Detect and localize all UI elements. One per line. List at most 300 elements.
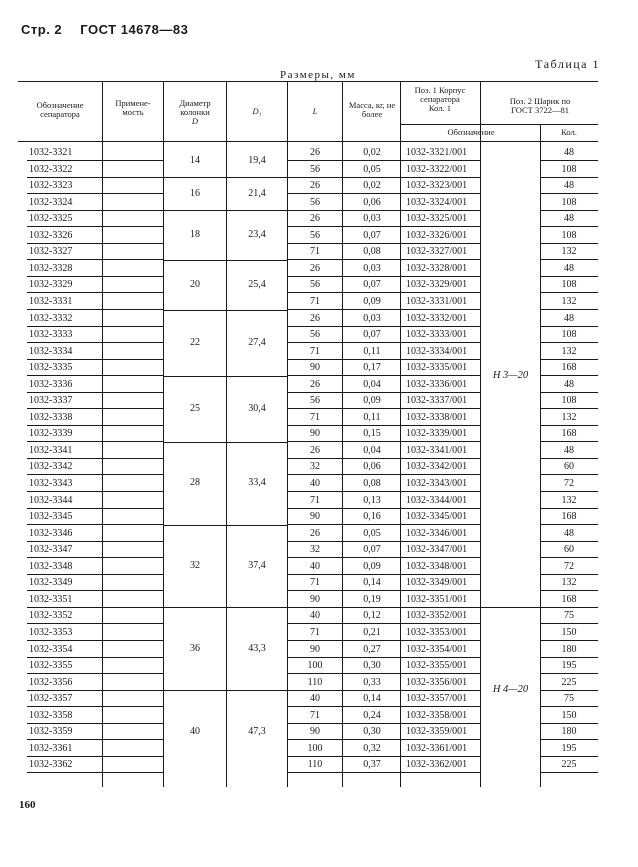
- row-rule: [401, 193, 480, 194]
- ball-quantity: 60: [564, 461, 574, 473]
- row-rule: [288, 292, 342, 293]
- row-rule: [343, 425, 400, 426]
- ball-quantity: 132: [561, 494, 577, 506]
- column-diameter: 28: [190, 477, 200, 489]
- body-designation: 1032-3344/001: [406, 494, 468, 506]
- column-diameter: 18: [190, 229, 200, 241]
- mass-value: 0,02: [363, 147, 381, 158]
- ball-quantity: 150: [561, 626, 577, 638]
- mass-value: 0,02: [363, 180, 381, 192]
- row-rule: [541, 408, 598, 409]
- row-rule: [343, 623, 400, 624]
- length-value: 32: [310, 461, 320, 473]
- separator-designation: 1032-3324: [29, 196, 73, 208]
- length-value: 56: [310, 279, 320, 291]
- row-rule: [401, 408, 480, 409]
- row-rule: [343, 607, 400, 608]
- length-value: 71: [310, 345, 320, 357]
- ball-quantity: 132: [561, 345, 577, 357]
- row-rule: [541, 541, 598, 542]
- column-diameter: 20: [190, 278, 200, 290]
- row-rule: [288, 160, 342, 161]
- row-rule: [103, 375, 163, 376]
- row-rule: [27, 756, 103, 757]
- row-rule: [401, 541, 480, 542]
- separator-designation: 1032-3351: [29, 593, 73, 605]
- row-rule: [288, 226, 342, 227]
- sizes-label: Размеры, мм: [280, 69, 356, 81]
- row-rule: [401, 772, 480, 773]
- row-rule: [288, 326, 342, 327]
- row-rule: [401, 425, 480, 426]
- ball-quantity: 150: [561, 709, 577, 721]
- group-rule: [164, 210, 287, 211]
- mass-value: 0,19: [363, 593, 381, 605]
- row-rule: [288, 772, 342, 773]
- separator-designation: 1032-3342: [29, 461, 73, 473]
- mass-value: 0,05: [363, 527, 381, 539]
- body-designation: 1032-3354/001: [406, 643, 468, 655]
- row-rule: [103, 657, 163, 658]
- mass-value: 0,30: [363, 726, 381, 738]
- row-rule: [288, 474, 342, 475]
- col-header-d1: [230, 107, 284, 116]
- body-designation: 1032-3327/001: [406, 246, 468, 258]
- row-rule: [401, 177, 480, 178]
- col-divider: [342, 81, 343, 787]
- table-top-rule: [18, 81, 598, 82]
- ball-quantity: 132: [561, 246, 577, 258]
- ball-quantity: 132: [561, 295, 577, 307]
- row-rule: [103, 491, 163, 492]
- row-rule: [27, 657, 103, 658]
- separator-designation: 1032-3339: [29, 428, 73, 440]
- row-rule: [103, 276, 163, 277]
- separator-designation: 1032-3326: [29, 229, 73, 241]
- row-rule: [103, 607, 163, 608]
- header-bottom-rule: [18, 141, 598, 142]
- body-designation: 1032-3353/001: [406, 626, 468, 638]
- gost-number: ГОСТ 14678—83: [80, 22, 189, 37]
- separator-designation: 1032-3333: [29, 329, 73, 341]
- mass-value: 0,24: [363, 709, 381, 721]
- length-value: 26: [310, 147, 320, 158]
- separator-designation: 1032-3354: [29, 643, 73, 655]
- row-rule: [343, 541, 400, 542]
- mass-value: 0,27: [363, 643, 381, 655]
- length-value: 90: [310, 643, 320, 655]
- group-rule: [164, 310, 287, 311]
- mass-value: 0,03: [363, 312, 381, 324]
- separator-designation: 1032-3321: [29, 147, 73, 158]
- row-rule: [541, 375, 598, 376]
- row-rule: [541, 359, 598, 360]
- separator-designation: 1032-3355: [29, 660, 73, 672]
- row-rule: [288, 673, 342, 674]
- ball-quantity: 195: [561, 660, 577, 672]
- body-designation: 1032-3326/001: [406, 229, 468, 241]
- row-rule: [541, 259, 598, 260]
- length-value: 71: [310, 411, 320, 423]
- separator-designation: 1032-3357: [29, 693, 73, 705]
- mass-value: 0,07: [363, 279, 381, 291]
- d1-diameter: 19,4: [248, 154, 266, 166]
- row-rule: [541, 607, 598, 608]
- row-rule: [103, 458, 163, 459]
- row-rule: [103, 342, 163, 343]
- mass-value: 0,04: [363, 378, 381, 390]
- row-rule: [103, 309, 163, 310]
- row-rule: [401, 739, 480, 740]
- row-rule: [541, 160, 598, 161]
- mass-value: 0,12: [363, 610, 381, 622]
- row-rule: [401, 574, 480, 575]
- row-rule: [343, 458, 400, 459]
- ball-quantity: 72: [564, 560, 574, 572]
- group-rule: [164, 177, 287, 178]
- mass-value: 0,16: [363, 511, 381, 523]
- l-symbol: L: [312, 106, 318, 116]
- row-rule: [288, 441, 342, 442]
- row-rule: [541, 706, 598, 707]
- row-rule: [103, 193, 163, 194]
- row-rule: [103, 723, 163, 724]
- row-rule: [343, 309, 400, 310]
- mass-value: 0,03: [363, 262, 381, 274]
- row-rule: [288, 623, 342, 624]
- ball-designation: Н 4—20: [492, 684, 529, 696]
- separator-designation: 1032-3335: [29, 362, 73, 374]
- body-designation: 1032-3321/001: [406, 147, 468, 158]
- row-rule: [103, 508, 163, 509]
- ball-quantity: 75: [564, 693, 574, 705]
- body-designation: 1032-3322/001: [406, 163, 468, 175]
- mass-value: 0,09: [363, 395, 381, 407]
- row-rule: [343, 326, 400, 327]
- d1-diameter: 47,3: [248, 725, 266, 737]
- row-rule: [541, 690, 598, 691]
- row-rule: [541, 756, 598, 757]
- row-rule: [343, 640, 400, 641]
- separator-designation: 1032-3338: [29, 411, 73, 423]
- ball-quantity: 225: [561, 759, 577, 771]
- row-rule: [288, 259, 342, 260]
- length-value: 90: [310, 511, 320, 523]
- ball-quantity: 48: [564, 147, 574, 158]
- length-value: 56: [310, 229, 320, 241]
- ball-quantity: 225: [561, 676, 577, 688]
- length-value: 71: [310, 246, 320, 258]
- row-rule: [343, 756, 400, 757]
- row-rule: [288, 723, 342, 724]
- row-rule: [288, 276, 342, 277]
- mass-value: 0,08: [363, 478, 381, 489]
- ball-quantity: 168: [561, 362, 577, 374]
- separator-designation: 1032-3361: [29, 742, 73, 754]
- d1-diameter: 43,3: [248, 642, 266, 654]
- row-rule: [103, 623, 163, 624]
- row-rule: [288, 508, 342, 509]
- row-rule: [401, 607, 480, 608]
- length-value: 26: [310, 262, 320, 274]
- length-value: 110: [307, 676, 323, 688]
- row-rule: [541, 557, 598, 558]
- row-rule: [27, 309, 103, 310]
- group-rule: [164, 607, 287, 608]
- row-rule: [541, 590, 598, 591]
- length-value: 26: [310, 180, 320, 192]
- row-rule: [343, 474, 400, 475]
- row-rule: [103, 690, 163, 691]
- row-rule: [401, 706, 480, 707]
- row-rule: [27, 243, 103, 244]
- ball-quantity: 180: [561, 726, 577, 738]
- row-rule: [27, 441, 103, 442]
- row-rule: [288, 193, 342, 194]
- row-rule: [288, 557, 342, 558]
- length-value: 71: [310, 295, 320, 307]
- subheader-rule: [400, 124, 598, 125]
- row-rule: [343, 590, 400, 591]
- mass-value: 0,07: [363, 229, 381, 241]
- row-rule: [288, 739, 342, 740]
- col-divider: [287, 81, 288, 787]
- body-designation: 1032-3323/001: [406, 180, 468, 192]
- row-rule: [541, 673, 598, 674]
- body-designation: 1032-3338/001: [406, 411, 468, 423]
- separator-designation: 1032-3341: [29, 444, 73, 456]
- row-rule: [288, 309, 342, 310]
- separator-designation: 1032-3336: [29, 378, 73, 390]
- length-value: 71: [310, 626, 320, 638]
- body-designation: 1032-3352/001: [406, 610, 468, 622]
- d1-symbol: D₁: [252, 106, 262, 116]
- row-rule: [27, 623, 103, 624]
- row-rule: [288, 574, 342, 575]
- row-rule: [288, 392, 342, 393]
- length-value: 90: [310, 726, 320, 738]
- body-designation: 1032-3345/001: [406, 511, 468, 523]
- ball-quantity: 108: [561, 329, 577, 341]
- row-rule: [401, 590, 480, 591]
- row-rule: [343, 243, 400, 244]
- row-rule: [401, 243, 480, 244]
- mass-value: 0,11: [363, 411, 381, 423]
- row-rule: [541, 276, 598, 277]
- row-rule: [401, 342, 480, 343]
- mass-value: 0,09: [363, 295, 381, 307]
- row-rule: [27, 772, 103, 773]
- group-rule: [164, 376, 287, 377]
- row-rule: [541, 226, 598, 227]
- row-rule: [27, 458, 103, 459]
- row-rule: [27, 259, 103, 260]
- col-header-diameter: [168, 99, 222, 126]
- length-value: 26: [310, 444, 320, 456]
- mass-value: 0,37: [363, 759, 381, 771]
- row-rule: [103, 590, 163, 591]
- row-rule: [288, 425, 342, 426]
- page-header: [21, 22, 188, 37]
- row-rule: [401, 226, 480, 227]
- length-value: 40: [310, 610, 320, 622]
- row-rule: [27, 359, 103, 360]
- row-rule: [27, 160, 103, 161]
- ball-quantity: 72: [564, 478, 574, 489]
- d1-diameter: 27,4: [248, 336, 266, 348]
- d1-diameter: 37,4: [248, 560, 266, 572]
- ball-quantity: 168: [561, 428, 577, 440]
- row-rule: [401, 524, 480, 525]
- body-designation: 1032-3333/001: [406, 329, 468, 341]
- row-rule: [343, 574, 400, 575]
- body-designation: 1032-3324/001: [406, 196, 468, 208]
- separator-designation: 1032-3352: [29, 610, 73, 622]
- col-header-sub-qty: Кол.: [561, 127, 577, 137]
- group-rule: [164, 442, 287, 443]
- length-value: 40: [310, 693, 320, 705]
- row-rule: [103, 772, 163, 773]
- row-rule: [541, 723, 598, 724]
- length-value: 90: [310, 362, 320, 374]
- row-rule: [103, 292, 163, 293]
- col-header-l: [290, 107, 340, 116]
- column-diameter: 40: [190, 725, 200, 737]
- row-rule: [288, 375, 342, 376]
- row-rule: [401, 640, 480, 641]
- row-rule: [401, 292, 480, 293]
- row-rule: [103, 243, 163, 244]
- length-value: 56: [310, 196, 320, 208]
- row-rule: [288, 657, 342, 658]
- row-rule: [27, 640, 103, 641]
- row-rule: [27, 342, 103, 343]
- mass-value: 0,06: [363, 196, 381, 208]
- row-rule: [288, 243, 342, 244]
- ball-quantity: 108: [561, 279, 577, 291]
- row-rule: [401, 441, 480, 442]
- body-designation: 1032-3356/001: [406, 676, 468, 688]
- body-designation: 1032-3335/001: [406, 362, 468, 374]
- row-rule: [27, 690, 103, 691]
- row-rule: [541, 739, 598, 740]
- row-rule: [288, 177, 342, 178]
- ball-quantity: 48: [564, 312, 574, 324]
- row-rule: [103, 574, 163, 575]
- d1-diameter: 21,4: [248, 187, 266, 199]
- row-rule: [541, 574, 598, 575]
- row-rule: [103, 524, 163, 525]
- mass-value: 0,05: [363, 163, 381, 175]
- row-rule: [401, 276, 480, 277]
- body-designation: 1032-3332/001: [406, 312, 468, 324]
- row-rule: [401, 210, 480, 211]
- row-rule: [343, 226, 400, 227]
- row-rule: [401, 623, 480, 624]
- row-rule: [27, 590, 103, 591]
- row-rule: [27, 392, 103, 393]
- separator-designation: 1032-3328: [29, 262, 73, 274]
- ball-quantity: 108: [561, 196, 577, 208]
- ball-quantity: 48: [564, 213, 574, 225]
- row-rule: [343, 690, 400, 691]
- row-rule: [401, 458, 480, 459]
- d1-diameter: 33,4: [248, 477, 266, 489]
- row-rule: [27, 541, 103, 542]
- body-designation: 1032-3343/001: [406, 478, 468, 489]
- ball-quantity: 60: [564, 544, 574, 556]
- row-rule: [27, 557, 103, 558]
- page-label: Стр. 2: [21, 22, 63, 37]
- length-value: 26: [310, 213, 320, 225]
- row-rule: [541, 425, 598, 426]
- body-designation: 1032-3336/001: [406, 378, 468, 390]
- row-rule: [288, 491, 342, 492]
- row-rule: [27, 375, 103, 376]
- row-rule: [541, 292, 598, 293]
- row-rule: [541, 657, 598, 658]
- row-rule: [343, 524, 400, 525]
- row-rule: [288, 706, 342, 707]
- col-header-mass: Масса, кг, не более: [348, 100, 396, 119]
- length-value: 100: [307, 660, 323, 672]
- row-rule: [401, 557, 480, 558]
- row-rule: [541, 177, 598, 178]
- separator-designation: 1032-3331: [29, 295, 73, 307]
- row-rule: [343, 193, 400, 194]
- mass-value: 0,07: [363, 544, 381, 556]
- row-rule: [541, 640, 598, 641]
- row-rule: [541, 441, 598, 442]
- separator-designation: 1032-3362: [29, 759, 73, 771]
- separator-designation: 1032-3322: [29, 163, 73, 175]
- group-rule: [164, 525, 287, 526]
- row-rule: [343, 706, 400, 707]
- ball-quantity: 132: [561, 577, 577, 589]
- separator-designation: 1032-3347: [29, 544, 73, 556]
- mass-value: 0,30: [363, 660, 381, 672]
- col-divider: [102, 81, 103, 787]
- row-rule: [343, 772, 400, 773]
- row-rule: [541, 210, 598, 211]
- row-rule: [103, 392, 163, 393]
- row-rule: [401, 756, 480, 757]
- col-header-designation: Обозначение сепаратора: [36, 100, 84, 119]
- separator-designation: 1032-3329: [29, 279, 73, 291]
- row-rule: [27, 292, 103, 293]
- length-value: 32: [310, 544, 320, 556]
- d1-diameter: 30,4: [248, 402, 266, 414]
- body-designation: 1032-3342/001: [406, 461, 468, 473]
- row-rule: [343, 210, 400, 211]
- body-designation: 1032-3351/001: [406, 593, 468, 605]
- row-rule: [541, 342, 598, 343]
- body-designation: 1032-3347/001: [406, 544, 468, 556]
- row-rule: [401, 326, 480, 327]
- row-rule: [288, 607, 342, 608]
- row-rule: [288, 756, 342, 757]
- row-rule: [27, 193, 103, 194]
- length-value: 56: [310, 329, 320, 341]
- row-rule: [541, 243, 598, 244]
- row-rule: [288, 342, 342, 343]
- row-rule: [27, 706, 103, 707]
- row-rule: [103, 706, 163, 707]
- row-rule: [27, 425, 103, 426]
- row-rule: [27, 723, 103, 724]
- column-diameter: 14: [190, 154, 200, 166]
- row-rule: [541, 326, 598, 327]
